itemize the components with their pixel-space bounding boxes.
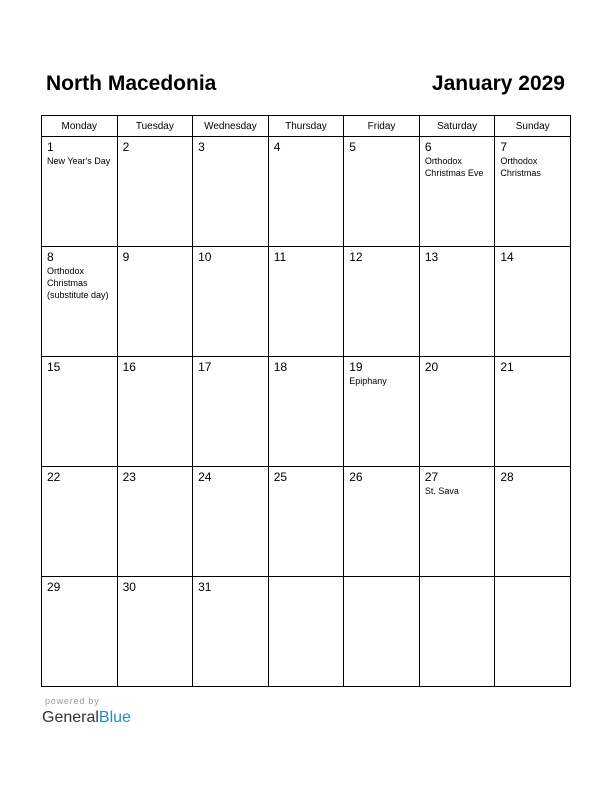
day-cell [419,137,495,247]
day-number: 7 [500,140,508,154]
holiday-label: Epiphany [349,376,387,386]
day-cell [42,577,118,687]
day-number: 15 [47,360,61,374]
holiday-label: St. Sava [424,486,459,496]
day-cell [268,137,344,247]
day-number: 26 [349,470,363,484]
empty-day-cell [419,577,495,687]
day-cell [495,467,571,577]
day-number: 1 [47,140,54,154]
day-number: 11 [273,250,287,264]
day-cell [495,357,571,467]
weekday-header: Sunday [495,116,571,137]
day-number: 24 [198,470,212,484]
day-number: 22 [47,470,61,484]
weekday-header: Monday [42,116,118,137]
day-number: 17 [198,360,212,374]
holiday-label: New Year's Day [47,156,111,166]
empty-day-cell [344,577,420,687]
empty-day-cell [268,577,344,687]
day-number: 28 [500,470,514,484]
week-row [42,137,571,247]
day-cell [344,247,420,357]
day-number: 30 [122,580,136,594]
day-number: 21 [500,360,514,374]
brand-name-blue: Blue [98,709,131,726]
empty-day-cell [495,577,571,687]
day-number: 13 [424,250,439,264]
day-cell [42,357,118,467]
calendar-grid [41,115,571,687]
week-row [42,467,571,577]
weekday-header: Thursday [268,116,344,137]
day-cell [117,467,193,577]
day-number: 6 [424,140,432,154]
day-cell [193,577,269,687]
day-number: 8 [47,250,54,264]
day-cell [193,137,269,247]
brand-name-general: General [42,709,99,726]
day-number: 18 [273,360,288,374]
day-number: 9 [122,250,130,264]
holiday-label: Orthodox Christmas [500,156,541,178]
day-number: 19 [349,360,363,374]
day-cell [117,137,193,247]
day-cell [495,247,571,357]
day-cell [117,357,193,467]
weekday-header: Friday [344,116,420,137]
generalblue-logo [42,708,131,728]
day-cell [117,247,193,357]
day-cell [419,247,495,357]
day-number: 5 [349,140,356,154]
week-row [42,357,571,467]
day-number: 10 [198,250,212,264]
day-number: 20 [424,360,439,374]
day-cell [42,467,118,577]
day-cell [193,357,269,467]
footer-branding [42,696,131,728]
day-cell [117,577,193,687]
day-cell [419,467,495,577]
weekday-header: Saturday [419,116,495,137]
powered-by-text: powered by [45,696,100,706]
weekday-header-row [42,116,571,137]
week-row [42,247,571,357]
day-cell [419,357,495,467]
day-cell [193,467,269,577]
day-number: 12 [349,250,363,264]
day-cell [268,467,344,577]
day-number: 16 [122,360,136,374]
weekday-header: Tuesday [117,116,193,137]
day-number: 14 [500,250,514,264]
day-number: 31 [198,580,212,594]
day-cell [344,467,420,577]
day-number: 2 [122,140,130,154]
day-number: 25 [273,470,288,484]
day-cell [268,357,344,467]
holiday-label: Orthodox Christmas (substitute day) [47,266,109,300]
day-number: 3 [198,140,205,154]
week-row [42,577,571,687]
holiday-label: Orthodox Christmas Eve [424,156,484,178]
country-title: North Macedonia [46,72,217,95]
day-cell [42,137,118,247]
day-cell [344,357,420,467]
day-number: 27 [424,470,439,484]
day-cell [42,247,118,357]
day-cell [268,247,344,357]
day-cell [344,137,420,247]
day-cell [193,247,269,357]
day-number: 23 [122,470,136,484]
month-year-title: January 2029 [431,72,565,95]
day-number: 29 [47,580,61,594]
day-cell [495,137,571,247]
day-number: 4 [273,140,281,154]
weekday-header: Wednesday [193,116,269,137]
